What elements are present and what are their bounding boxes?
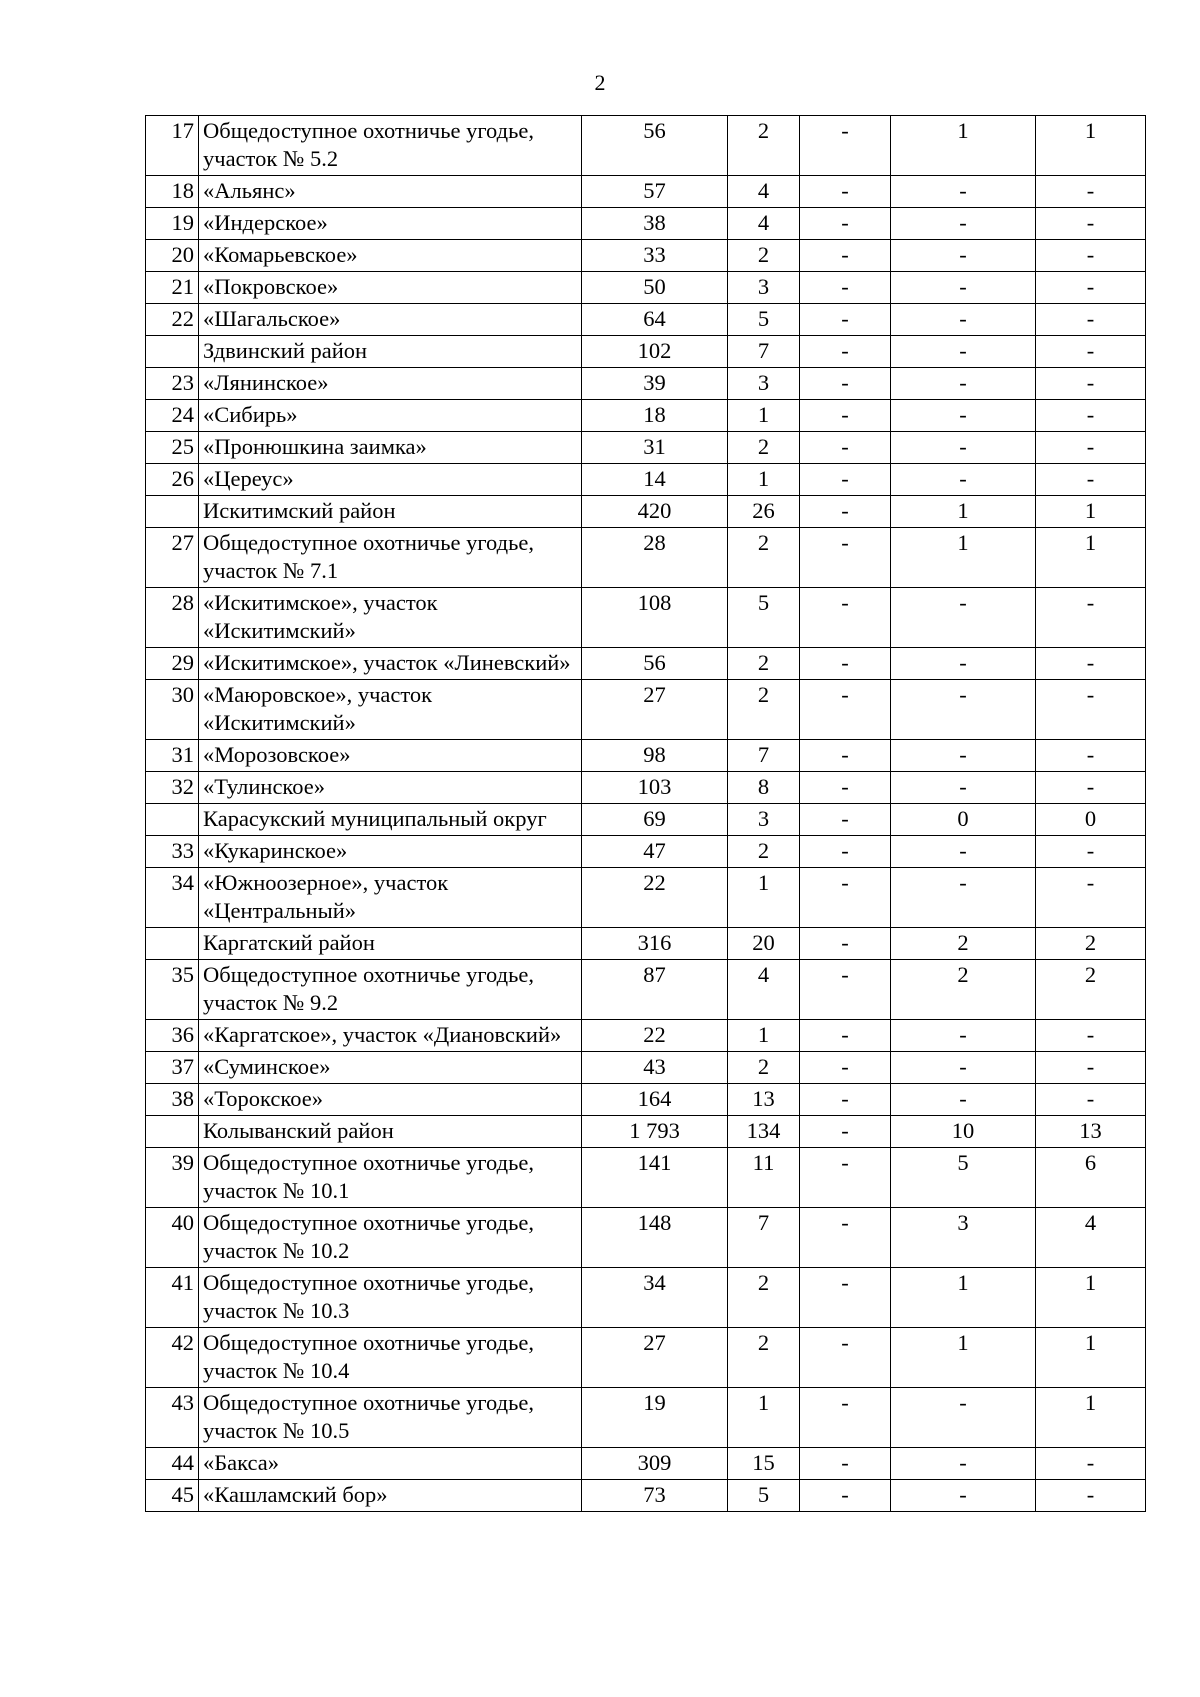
value-col-1: 57	[582, 176, 728, 208]
row-number: 26	[146, 464, 199, 496]
table-row	[146, 1208, 1146, 1268]
value-col-3: -	[800, 804, 891, 836]
row-number: 34	[146, 868, 199, 928]
value-col-4: 1	[891, 1328, 1036, 1388]
value-col-2: 3	[728, 368, 800, 400]
value-col-2: 8	[728, 772, 800, 804]
value-col-1: 1 793	[582, 1116, 728, 1148]
value-col-5: 13	[1036, 1116, 1146, 1148]
value-col-5: -	[1036, 868, 1146, 928]
value-col-5: -	[1036, 272, 1146, 304]
value-col-3: -	[800, 176, 891, 208]
table-row	[146, 1448, 1146, 1480]
ground-name: «Тулинское»	[199, 772, 582, 804]
row-number: 43	[146, 1388, 199, 1448]
value-col-4: -	[891, 208, 1036, 240]
value-col-1: 103	[582, 772, 728, 804]
table-row	[146, 1480, 1146, 1512]
value-col-5: -	[1036, 464, 1146, 496]
hunting-grounds-table	[145, 115, 1146, 1512]
value-col-1: 22	[582, 1020, 728, 1052]
value-col-3: -	[800, 868, 891, 928]
value-col-1: 56	[582, 116, 728, 176]
value-col-2: 7	[728, 336, 800, 368]
table-row	[146, 400, 1146, 432]
value-col-4: -	[891, 304, 1036, 336]
ground-name: Общедоступное охотничье угодье, участок № 10.5	[199, 1388, 582, 1448]
value-col-2: 2	[728, 648, 800, 680]
table-row	[146, 648, 1146, 680]
value-col-4: -	[891, 400, 1036, 432]
value-col-4: -	[891, 1052, 1036, 1084]
row-number: 19	[146, 208, 199, 240]
value-col-3: -	[800, 1388, 891, 1448]
value-col-1: 31	[582, 432, 728, 464]
ground-name: «Лянинское»	[199, 368, 582, 400]
row-number	[146, 336, 199, 368]
value-col-3: -	[800, 1116, 891, 1148]
value-col-5: -	[1036, 772, 1146, 804]
row-number: 37	[146, 1052, 199, 1084]
value-col-2: 3	[728, 804, 800, 836]
value-col-3: -	[800, 208, 891, 240]
ground-name: «Индерское»	[199, 208, 582, 240]
ground-name: «Комарьевское»	[199, 240, 582, 272]
value-col-2: 1	[728, 464, 800, 496]
district-row	[146, 496, 1146, 528]
value-col-1: 34	[582, 1268, 728, 1328]
value-col-5: -	[1036, 740, 1146, 772]
table-row	[146, 1388, 1146, 1448]
table-row	[146, 772, 1146, 804]
value-col-5: -	[1036, 1052, 1146, 1084]
ground-name: «Морозовское»	[199, 740, 582, 772]
value-col-4: 5	[891, 1148, 1036, 1208]
value-col-4: -	[891, 1448, 1036, 1480]
value-col-3: -	[800, 1148, 891, 1208]
row-number	[146, 804, 199, 836]
value-col-3: -	[800, 648, 891, 680]
value-col-4: 3	[891, 1208, 1036, 1268]
value-col-2: 1	[728, 868, 800, 928]
row-number: 39	[146, 1148, 199, 1208]
row-number	[146, 928, 199, 960]
value-col-1: 27	[582, 680, 728, 740]
row-number: 31	[146, 740, 199, 772]
ground-name: «Покровское»	[199, 272, 582, 304]
value-col-4: -	[891, 772, 1036, 804]
value-col-1: 316	[582, 928, 728, 960]
value-col-5: -	[1036, 1448, 1146, 1480]
ground-name: Общедоступное охотничье угодье, участок № 7.1	[199, 528, 582, 588]
value-col-1: 102	[582, 336, 728, 368]
row-number: 44	[146, 1448, 199, 1480]
district-row	[146, 928, 1146, 960]
row-number: 24	[146, 400, 199, 432]
row-number: 27	[146, 528, 199, 588]
ground-name: «Пронюшкина заимка»	[199, 432, 582, 464]
ground-name: «Кукаринское»	[199, 836, 582, 868]
value-col-2: 2	[728, 836, 800, 868]
ground-name: Каргатский район	[199, 928, 582, 960]
value-col-1: 69	[582, 804, 728, 836]
value-col-1: 87	[582, 960, 728, 1020]
value-col-4: -	[891, 432, 1036, 464]
value-col-5: -	[1036, 336, 1146, 368]
value-col-4: 1	[891, 116, 1036, 176]
value-col-2: 2	[728, 528, 800, 588]
value-col-3: -	[800, 836, 891, 868]
value-col-3: -	[800, 116, 891, 176]
value-col-1: 19	[582, 1388, 728, 1448]
value-col-3: -	[800, 464, 891, 496]
value-col-4: 1	[891, 1268, 1036, 1328]
value-col-2: 20	[728, 928, 800, 960]
row-number: 22	[146, 304, 199, 336]
value-col-1: 164	[582, 1084, 728, 1116]
table-row	[146, 960, 1146, 1020]
value-col-3: -	[800, 1208, 891, 1268]
value-col-3: -	[800, 1448, 891, 1480]
value-col-1: 309	[582, 1448, 728, 1480]
row-number: 35	[146, 960, 199, 1020]
row-number: 23	[146, 368, 199, 400]
value-col-3: -	[800, 772, 891, 804]
value-col-1: 148	[582, 1208, 728, 1268]
value-col-4: -	[891, 176, 1036, 208]
value-col-2: 4	[728, 176, 800, 208]
value-col-1: 28	[582, 528, 728, 588]
district-row	[146, 804, 1146, 836]
value-col-1: 39	[582, 368, 728, 400]
ground-name: Колыванский район	[199, 1116, 582, 1148]
value-col-2: 1	[728, 1020, 800, 1052]
value-col-4: -	[891, 680, 1036, 740]
table-row	[146, 304, 1146, 336]
ground-name: «Бакса»	[199, 1448, 582, 1480]
value-col-5: 4	[1036, 1208, 1146, 1268]
value-col-3: -	[800, 1480, 891, 1512]
value-col-3: -	[800, 1084, 891, 1116]
value-col-3: -	[800, 1268, 891, 1328]
value-col-4: -	[891, 836, 1036, 868]
value-col-5: -	[1036, 400, 1146, 432]
value-col-2: 2	[728, 1268, 800, 1328]
value-col-2: 26	[728, 496, 800, 528]
ground-name: Искитимский район	[199, 496, 582, 528]
table-row	[146, 464, 1146, 496]
value-col-5: -	[1036, 368, 1146, 400]
row-number: 28	[146, 588, 199, 648]
value-col-5: -	[1036, 588, 1146, 648]
ground-name: Общедоступное охотничье угодье, участок № 10.2	[199, 1208, 582, 1268]
value-col-2: 134	[728, 1116, 800, 1148]
value-col-5: 1	[1036, 1268, 1146, 1328]
value-col-5: -	[1036, 1084, 1146, 1116]
value-col-5: -	[1036, 304, 1146, 336]
value-col-1: 420	[582, 496, 728, 528]
row-number: 32	[146, 772, 199, 804]
value-col-5: 2	[1036, 960, 1146, 1020]
value-col-4: -	[891, 1020, 1036, 1052]
table-row	[146, 432, 1146, 464]
value-col-2: 2	[728, 680, 800, 740]
table-row	[146, 208, 1146, 240]
value-col-1: 56	[582, 648, 728, 680]
ground-name: «Кашламский бор»	[199, 1480, 582, 1512]
value-col-5: -	[1036, 648, 1146, 680]
value-col-1: 98	[582, 740, 728, 772]
value-col-3: -	[800, 1052, 891, 1084]
value-col-2: 2	[728, 240, 800, 272]
row-number: 30	[146, 680, 199, 740]
value-col-5: -	[1036, 1020, 1146, 1052]
value-col-2: 3	[728, 272, 800, 304]
ground-name: «Южноозерное», участок «Центральный»	[199, 868, 582, 928]
ground-name: Общедоступное охотничье угодье, участок № 10.4	[199, 1328, 582, 1388]
value-col-4: -	[891, 588, 1036, 648]
ground-name: Карасукский муниципальный округ	[199, 804, 582, 836]
value-col-3: -	[800, 272, 891, 304]
table-row	[146, 1268, 1146, 1328]
value-col-3: -	[800, 528, 891, 588]
row-number: 17	[146, 116, 199, 176]
value-col-5: -	[1036, 208, 1146, 240]
row-number	[146, 496, 199, 528]
row-number: 25	[146, 432, 199, 464]
value-col-5: -	[1036, 1480, 1146, 1512]
table-row	[146, 836, 1146, 868]
table-row	[146, 1052, 1146, 1084]
row-number: 20	[146, 240, 199, 272]
value-col-5: 0	[1036, 804, 1146, 836]
table-row	[146, 368, 1146, 400]
table-row	[146, 176, 1146, 208]
value-col-5: 1	[1036, 1328, 1146, 1388]
value-col-2: 4	[728, 960, 800, 1020]
table-row	[146, 680, 1146, 740]
value-col-2: 11	[728, 1148, 800, 1208]
row-number: 36	[146, 1020, 199, 1052]
value-col-3: -	[800, 740, 891, 772]
value-col-3: -	[800, 400, 891, 432]
district-row	[146, 336, 1146, 368]
ground-name: Общедоступное охотничье угодье, участок № 9.2	[199, 960, 582, 1020]
value-col-1: 108	[582, 588, 728, 648]
value-col-1: 38	[582, 208, 728, 240]
value-col-5: -	[1036, 432, 1146, 464]
table-row	[146, 588, 1146, 648]
table-row	[146, 272, 1146, 304]
table-row	[146, 1084, 1146, 1116]
table-row	[146, 240, 1146, 272]
row-number: 42	[146, 1328, 199, 1388]
value-col-5: 1	[1036, 116, 1146, 176]
ground-name: «Цереус»	[199, 464, 582, 496]
value-col-1: 22	[582, 868, 728, 928]
value-col-4: -	[891, 1480, 1036, 1512]
value-col-4: -	[891, 740, 1036, 772]
value-col-5: -	[1036, 680, 1146, 740]
value-col-2: 2	[728, 1052, 800, 1084]
row-number: 40	[146, 1208, 199, 1268]
value-col-1: 43	[582, 1052, 728, 1084]
district-row	[146, 1116, 1146, 1148]
ground-name: Общедоступное охотничье угодье, участок № 5.2	[199, 116, 582, 176]
value-col-4: -	[891, 464, 1036, 496]
row-number: 45	[146, 1480, 199, 1512]
value-col-2: 13	[728, 1084, 800, 1116]
value-col-2: 4	[728, 208, 800, 240]
value-col-1: 47	[582, 836, 728, 868]
row-number: 38	[146, 1084, 199, 1116]
value-col-3: -	[800, 1020, 891, 1052]
value-col-1: 73	[582, 1480, 728, 1512]
value-col-5: 6	[1036, 1148, 1146, 1208]
value-col-3: -	[800, 1328, 891, 1388]
value-col-4: -	[891, 648, 1036, 680]
value-col-3: -	[800, 304, 891, 336]
value-col-2: 7	[728, 740, 800, 772]
value-col-2: 5	[728, 1480, 800, 1512]
value-col-4: -	[891, 336, 1036, 368]
value-col-2: 5	[728, 304, 800, 336]
table-row	[146, 868, 1146, 928]
value-col-5: -	[1036, 240, 1146, 272]
row-number	[146, 1116, 199, 1148]
table-row	[146, 116, 1146, 176]
row-number: 33	[146, 836, 199, 868]
table-row	[146, 740, 1146, 772]
value-col-3: -	[800, 496, 891, 528]
row-number: 29	[146, 648, 199, 680]
value-col-5: -	[1036, 176, 1146, 208]
value-col-4: -	[891, 1388, 1036, 1448]
ground-name: «Сибирь»	[199, 400, 582, 432]
value-col-5: 1	[1036, 528, 1146, 588]
ground-name: «Торокское»	[199, 1084, 582, 1116]
value-col-2: 7	[728, 1208, 800, 1268]
value-col-4: -	[891, 1084, 1036, 1116]
ground-name: Общедоступное охотничье угодье, участок № 10.1	[199, 1148, 582, 1208]
table-row	[146, 528, 1146, 588]
value-col-2: 5	[728, 588, 800, 648]
ground-name: «Шагальское»	[199, 304, 582, 336]
value-col-2: 1	[728, 1388, 800, 1448]
ground-name: Здвинский район	[199, 336, 582, 368]
table-row	[146, 1148, 1146, 1208]
value-col-4: -	[891, 272, 1036, 304]
value-col-1: 33	[582, 240, 728, 272]
value-col-4: 1	[891, 528, 1036, 588]
value-col-3: -	[800, 588, 891, 648]
row-number: 18	[146, 176, 199, 208]
ground-name: «Искитимское», участок «Искитимский»	[199, 588, 582, 648]
value-col-3: -	[800, 680, 891, 740]
value-col-1: 64	[582, 304, 728, 336]
value-col-1: 14	[582, 464, 728, 496]
value-col-3: -	[800, 368, 891, 400]
ground-name: Общедоступное охотничье угодье, участок № 10.3	[199, 1268, 582, 1328]
value-col-1: 141	[582, 1148, 728, 1208]
value-col-4: 0	[891, 804, 1036, 836]
value-col-3: -	[800, 240, 891, 272]
ground-name: «Каргатское», участок «Диановский»	[199, 1020, 582, 1052]
value-col-4: 1	[891, 496, 1036, 528]
value-col-5: -	[1036, 836, 1146, 868]
value-col-4: -	[891, 240, 1036, 272]
value-col-3: -	[800, 928, 891, 960]
ground-name: «Суминское»	[199, 1052, 582, 1084]
value-col-3: -	[800, 960, 891, 1020]
value-col-4: -	[891, 868, 1036, 928]
row-number: 21	[146, 272, 199, 304]
table-row	[146, 1328, 1146, 1388]
value-col-5: 1	[1036, 1388, 1146, 1448]
value-col-2: 1	[728, 400, 800, 432]
value-col-4: 10	[891, 1116, 1036, 1148]
value-col-2: 15	[728, 1448, 800, 1480]
value-col-3: -	[800, 432, 891, 464]
value-col-5: 1	[1036, 496, 1146, 528]
value-col-3: -	[800, 336, 891, 368]
value-col-4: 2	[891, 960, 1036, 1020]
value-col-2: 2	[728, 1328, 800, 1388]
value-col-2: 2	[728, 432, 800, 464]
table-row	[146, 1020, 1146, 1052]
value-col-5: 2	[1036, 928, 1146, 960]
value-col-1: 27	[582, 1328, 728, 1388]
ground-name: «Маюровское», участок «Искитимский»	[199, 680, 582, 740]
value-col-1: 18	[582, 400, 728, 432]
value-col-4: 2	[891, 928, 1036, 960]
row-number: 41	[146, 1268, 199, 1328]
ground-name: «Искитимское», участок «Линевский»	[199, 648, 582, 680]
value-col-2: 2	[728, 116, 800, 176]
value-col-4: -	[891, 368, 1036, 400]
ground-name: «Альянс»	[199, 176, 582, 208]
page-number: 2	[594, 70, 606, 95]
value-col-1: 50	[582, 272, 728, 304]
